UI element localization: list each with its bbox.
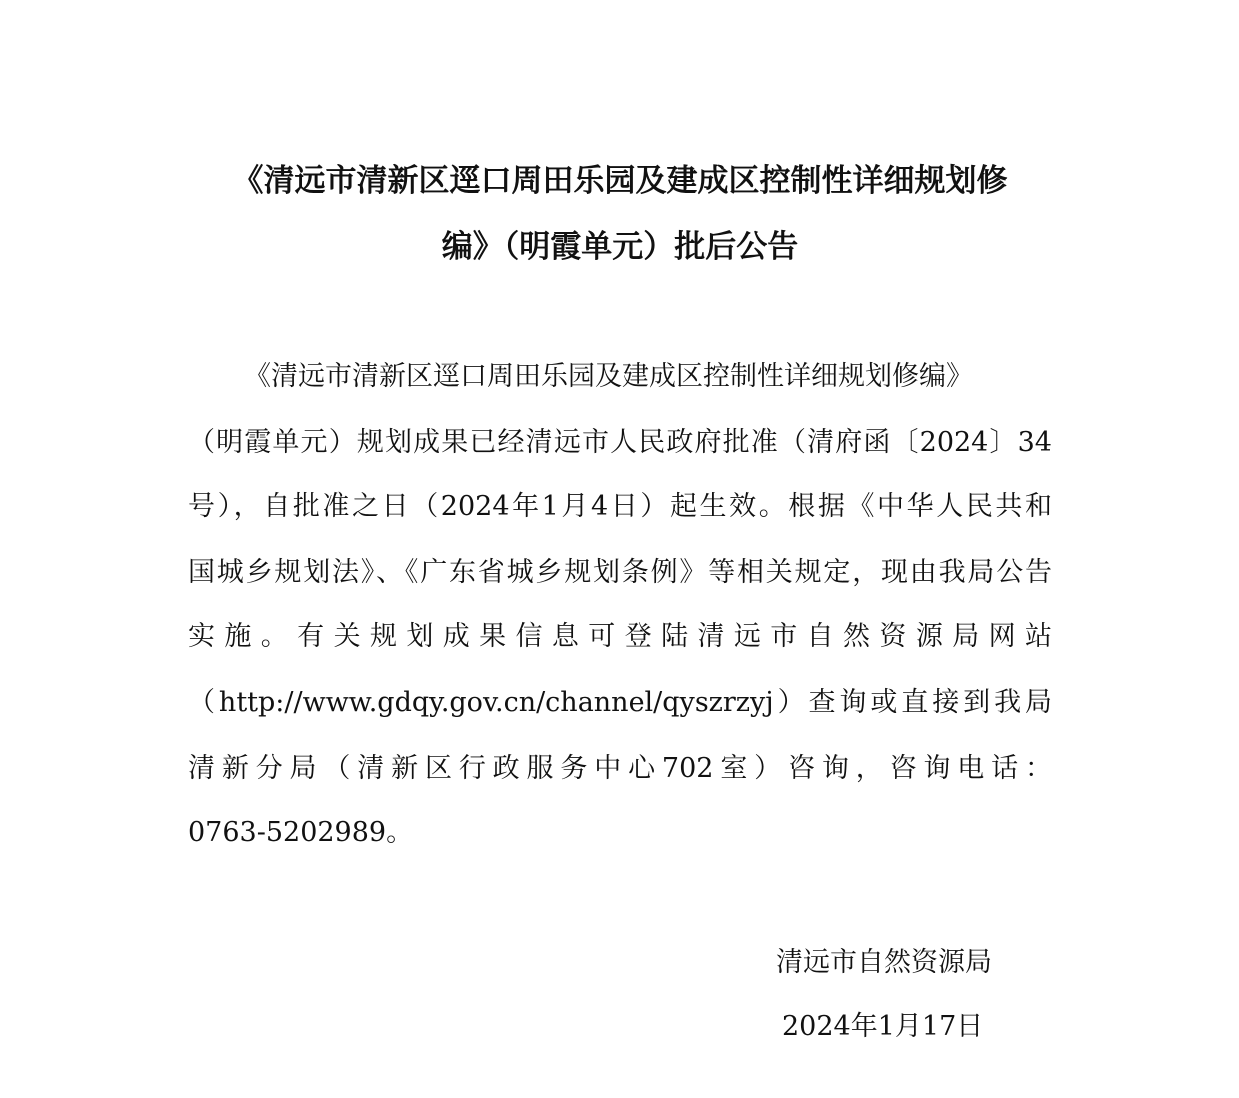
body-line-2: （明霞单元）规划成果已经清远市人民政府批准（清府函〔2024〕34 [188, 427, 1052, 458]
body-line-5: 实施。有关规划成果信息可登陆清远市自然资源局网站 [188, 621, 1052, 652]
issuer-name: 清远市自然资源局 [776, 947, 992, 978]
body-line-4: 国城乡规划法》、《广东省城乡规划条例》等相关规定，现由我局公告 [188, 557, 1052, 588]
body-line-1: 《清远市清新区逕口周田乐园及建成区控制性详细规划修编》 [244, 361, 973, 392]
issue-date: 2024年1月17日 [782, 1011, 984, 1042]
body-line-6: （http://www.gdqy.gov.cn/channel/qyszrzyj）查询或直接到我局 [188, 687, 1052, 718]
body-line-7: 清新分局（清新区行政服务中心702室）咨询，咨询电话： [188, 753, 1052, 784]
body-line-8: 0763-5202989。 [188, 817, 414, 848]
document-title-line-2: 编》（明霞单元）批后公告 [441, 229, 799, 265]
document-title-line-1: 《清远市清新区逕口周田乐园及建成区控制性详细规划修 [232, 163, 1008, 199]
body-line-3: 号），自批准之日（2024年1月4日）起生效。根据《中华人民共和 [188, 491, 1052, 522]
